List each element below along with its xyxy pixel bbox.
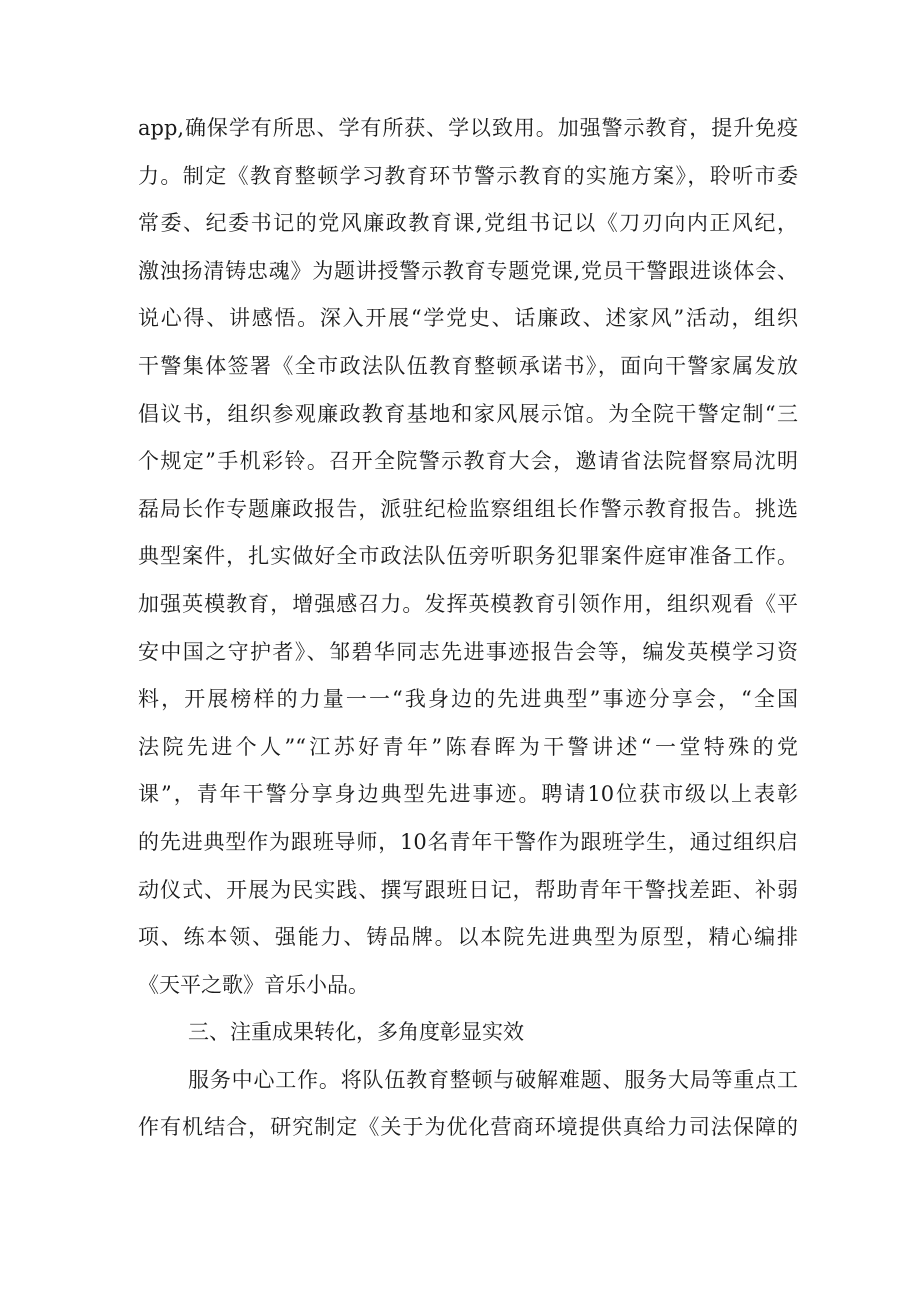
text-line: 作有机结合，研究制定《关于为优化营商环境提供真给力司法保障的 <box>138 1115 798 1140</box>
text-line: 安中国之守护者》、邹碧华同志先进事迹报告会等，编发英模学习资 <box>138 639 798 664</box>
text-line: 说心得、讲感悟。深入开展“学党史、话廉政、述家风”活动，组织 <box>138 306 798 331</box>
text-line: 的先进典型作为跟班导师，10名青年干警作为跟班学生，通过组织启 <box>138 829 798 854</box>
text-line: 干警集体签署《全市政法队伍教育整顿承诺书》，面向干警家属发放 <box>138 353 798 378</box>
text-line: 磊局长作专题廉政报告，派驻纪检监察组组长作警示教育报告。挑选 <box>138 496 798 521</box>
document-body <box>138 105 798 1152</box>
section-heading: 三、注重成果转化，多角度彰显实效 <box>188 1020 524 1045</box>
text-line: 料，开展榜样的力量一一“我身边的先进典型”事迹分享会，“全国 <box>138 687 798 712</box>
text-line: 项、练本领、强能力、铸品牌。以本院先进典型为原型，精心编排 <box>138 925 798 950</box>
text-line: app,确保学有所思、学有所获、学以致用。加强警示教育，提升免疫 <box>138 116 798 140</box>
text-line: 常委、纪委书记的党风廉政教育课,党组书记以《刀刃向内正风纪， <box>138 211 798 236</box>
text-line: 倡议书，组织参观廉政教育基地和家风展示馆。为全院干警定制“三 <box>138 401 798 426</box>
text-line: 力。制定《教育整顿学习教育环节警示教育的实施方案》，聆听市委 <box>138 163 798 188</box>
paragraph-first-line: 服务中心工作。将队伍教育整顿与破解难题、服务大局等重点工 <box>188 1067 798 1092</box>
text-line: 《天平之歌》音乐小品。 <box>138 972 369 997</box>
text-line: 动仪式、开展为民实践、撰写跟班日记，帮助青年干警找差距、补弱 <box>138 877 798 902</box>
text-line: 法院先进个人”“江苏好青年”陈春晖为干警讲述“一堂特殊的党 <box>138 734 798 759</box>
text-line: 加强英模教育，增强感召力。发挥英模教育引领作用，组织观看《平 <box>138 591 798 616</box>
text-line: 课”，青年干警分享身边典型先进事迹。聘请10位获市级以上表彰 <box>138 782 798 807</box>
text-line: 个规定”手机彩铃。召开全院警示教育大会，邀请省法院督察局沈明 <box>138 449 798 474</box>
text-line: 典型案件，扎实做好全市政法队伍旁听职务犯罪案件庭审准备工作。 <box>138 544 798 569</box>
text-line: 激浊扬清铸忠魂》为题讲授警示教育专题党课,党员干警跟进谈体会、 <box>138 258 798 283</box>
